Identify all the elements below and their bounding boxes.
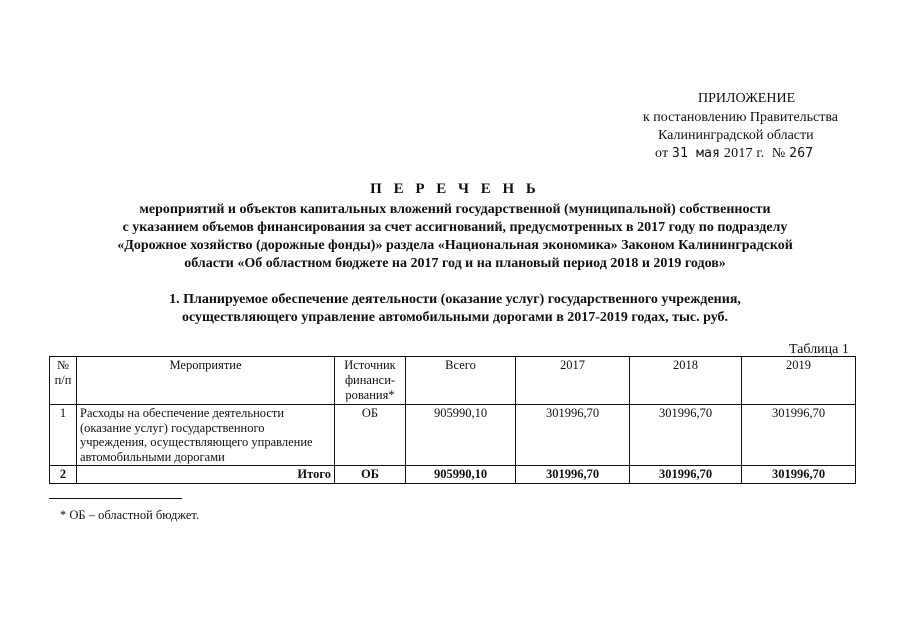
footnote-divider xyxy=(49,498,182,499)
financing-table xyxy=(49,356,856,484)
header-activity: Мероприятие xyxy=(77,357,335,405)
annex-line-2: Калининградской области xyxy=(658,128,814,143)
total-source: ОБ xyxy=(335,466,406,484)
section-line: 1. Планируемое обеспечение деятельности (оказание услуг) государственного учреждения, xyxy=(169,292,741,307)
total-total: 905990,10 xyxy=(406,466,516,484)
date-day-month: 31 мая xyxy=(672,146,721,161)
table-total-row xyxy=(50,466,856,484)
section-heading xyxy=(60,291,850,327)
total-label: Итого xyxy=(77,466,335,484)
header-2017: 2017 xyxy=(516,357,630,405)
row-2019: 301996,70 xyxy=(742,405,856,466)
subtitle-line: мероприятий и объектов капитальных вложений государственной (муниципальной) собственности xyxy=(139,202,771,217)
header-2019: 2019 xyxy=(742,357,856,405)
row-2017: 301996,70 xyxy=(516,405,630,466)
date-year: 2017 г. xyxy=(723,146,765,161)
total-2018: 301996,70 xyxy=(630,466,742,484)
table-header-row xyxy=(50,357,856,405)
subtitle-line: области «Об областном бюджете на 2017 год и на плановый период 2018 и 2019 годов» xyxy=(184,256,726,271)
number-sign: № xyxy=(771,146,786,161)
annex-title: ПРИЛОЖЕНИЕ xyxy=(698,91,796,106)
header-num: № п/п xyxy=(50,357,77,405)
row-activity: Расходы на обеспечение деятельности (оказание услуг) государственного учреждения, осуществляющего управление автомобильными дорогами xyxy=(77,405,335,466)
header-2018: 2018 xyxy=(630,357,742,405)
total-2019: 301996,70 xyxy=(742,466,856,484)
row-num: 1 xyxy=(50,405,77,466)
annex-line-1: к постановлению Правительства xyxy=(643,110,839,125)
table-row xyxy=(50,405,856,466)
document-subtitle xyxy=(60,201,850,273)
total-num: 2 xyxy=(50,466,77,484)
row-2018: 301996,70 xyxy=(630,405,742,466)
total-2017: 301996,70 xyxy=(516,466,630,484)
subtitle-line: с указанием объемов финансирования за счет ассигнований, предусмотренных в 2017 году по подразделу xyxy=(122,220,788,235)
row-total: 905990,10 xyxy=(406,405,516,466)
header-source: Источник финанси-рования* xyxy=(335,357,406,405)
footnote: * ОБ – областной бюджет. xyxy=(60,508,200,522)
annex-date-line xyxy=(655,146,813,162)
header-total: Всего xyxy=(406,357,516,405)
subtitle-line: «Дорожное хозяйство (дорожные фонды)» раздела «Национальная экономика» Законом Калининградской xyxy=(117,238,793,253)
document-number: 267 xyxy=(789,146,814,161)
section-line: осуществляющего управление автомобильными дорогами в 2017-2019 годах, тыс. руб. xyxy=(181,310,729,325)
date-prefix: от xyxy=(655,146,669,161)
row-source: ОБ xyxy=(335,405,406,466)
table-caption: Таблица 1 xyxy=(789,342,849,357)
annex-block xyxy=(0,0,905,170)
document-title: П Е Р Е Ч Е Н Ь xyxy=(370,181,540,197)
